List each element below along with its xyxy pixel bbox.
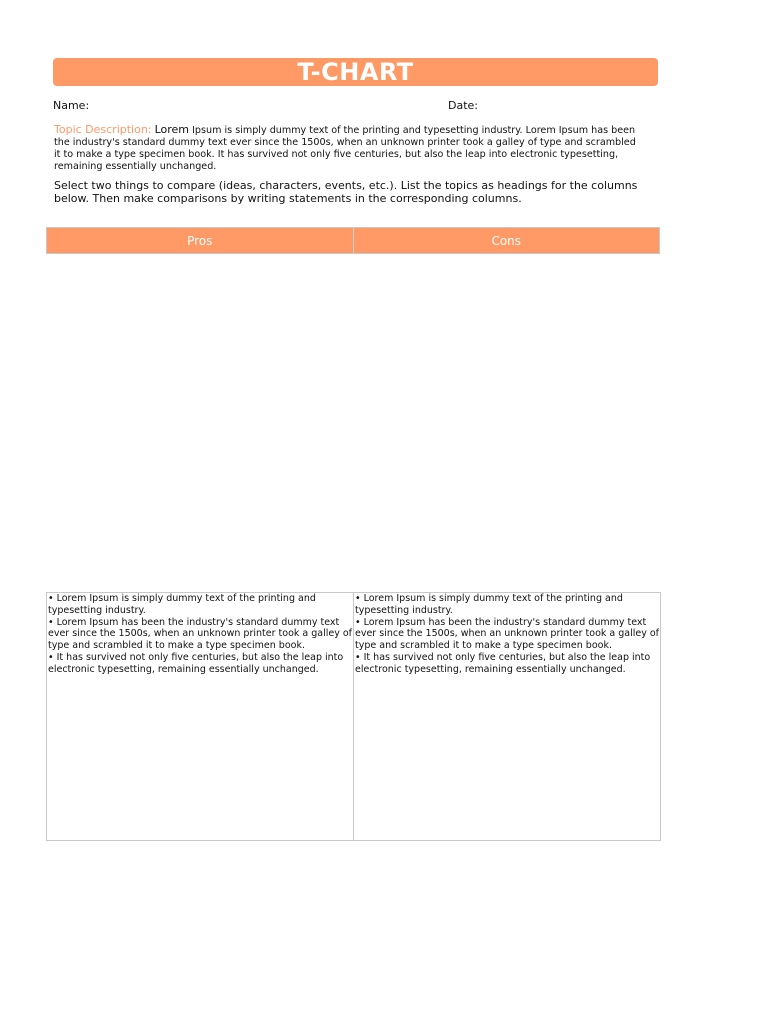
cons-item: • Lorem Ipsum is simply dummy text of the printing and typesetting industry. [355,593,623,616]
pros-column [47,593,353,840]
cons-column [353,593,660,840]
pros-item: • It has survived not only five centuries, but also the leap into electronic typesetting, remaining essentially unchanged. [48,651,344,675]
topic-description-label: Topic Description: [54,123,152,136]
topic-description [54,124,644,173]
pros-header: Pros [187,233,213,248]
cons-item: • Lorem Ipsum has been the industry's standard dummy text ever since the 1500s, when an unknown printer took a galley of type and scrambled it to make a type specimen book. [355,616,660,652]
cons-item: • It has survived not only five centuries, but also the leap into electronic typesetting, remaining essentially unchanged. [355,651,651,675]
column-header-row [46,227,660,254]
date-label: Date: [448,99,478,112]
title-banner [53,58,658,86]
page-title: T-CHART [297,58,414,86]
pros-item: • Lorem Ipsum has been the industry's standard dummy text ever since the 1500s, when an unknown printer took a galley of type and scrambled it to make a type specimen book. [48,616,353,652]
topic-description-first-word: Lorem [154,123,190,136]
cons-header: Cons [353,228,660,253]
name-label: Name: [53,99,90,112]
pros-item: • Lorem Ipsum is simply dummy text of the printing and typesetting industry. [48,593,316,616]
topic-description-text: Ipsum is simply dummy text of the printing and typesetting industry. Lorem Ipsum has been the industry's standard dummy text ever since the 1500s, when an unknown printer took a galley of type and scrambled it to make a type specimen book. It has survived not only five centuries, but also the leap into electronic typesetting, remaining essentially unchanged. [54,125,636,172]
instructions-text: Select two things to compare (ideas, characters, events, etc.). List the topics as headings for the columns below. Then make comparisons by writing statements in the corresponding columns. [54,179,638,205]
comparison-table [46,592,661,841]
